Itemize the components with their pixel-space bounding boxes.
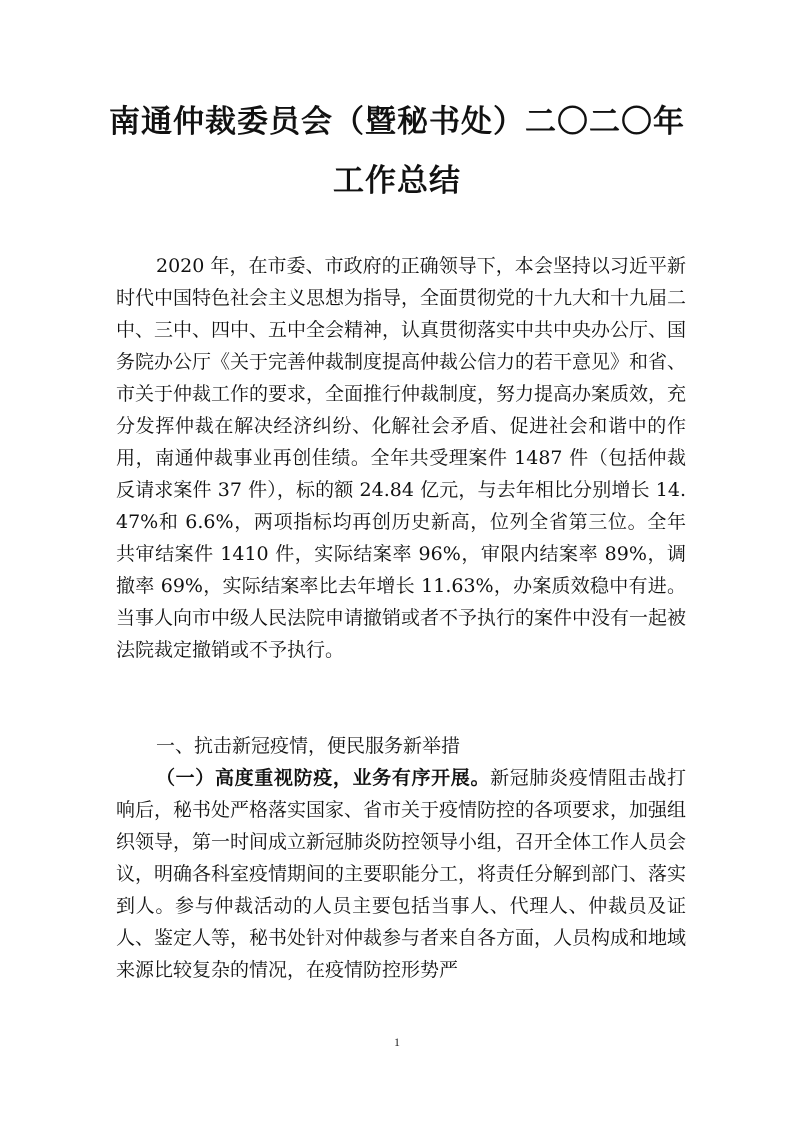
subsection-text: 新冠肺炎疫情阻击战打响后，秘书处严格落实国家、省市关于疫情防控的各项要求，加强组织领导，第一时间成立新冠肺炎防控领导小组，召开全体工作人员会议，明确各科室疫情期间的主要职能分工，将责任分解到部门、落实到人。参与仲裁活动的人员主要包括当事人、代理人、仲裁员及证人、鉴定人等，秘书处针对仲裁参与者来自各方面，人员构成和地域来源比较复杂的情况，在疫情防控形势严 bbox=[116, 767, 687, 981]
page-number: 1 bbox=[394, 1035, 400, 1049]
subsection-paragraph bbox=[116, 762, 686, 986]
document-subtitle: 工作总结 bbox=[333, 163, 461, 199]
intro-paragraph: 2020 年，在市委、市政府的正确领导下，本会坚持以习近平新时代中国特色社会主义思想为指导，全面贯彻党的十九大和十九届二中、三中、四中、五中全会精神，认真贯彻落实中共中央办公厅、国务院办公厅《关于完善仲裁制度提高仲裁公信力的若干意见》和省、市关于仲裁工作的要求，全面推行仲裁制度，努力提高办案质效，充分发挥仲裁在解决经济纠纷、化解社会矛盾、促进社会和谐中的作用，南通仲裁事业再创佳绩。全年共受理案件 1487 件（包括仲裁反请求案件 37 件），标的额 24.84 亿元，与去年相比分别增长 14.47%和 6.6%，两项指标均再创历史新高，位列全省第三位。全年共审结案件 1410 件，实际结案率 96%，审限内结案率 89%，调撤率 69%，实际结案率比去年增长 11.63%，办案质效稳中有进。当事人向市中级人民法院申请撤销或者不予执行的案件中没有一起被法院裁定撤销或不予执行。 bbox=[116, 255, 687, 661]
section-heading: 一、抗击新冠疫情，便民服务新举措 bbox=[156, 735, 461, 757]
subsection-lead: （一）高度重视防疫，业务有序开展。 bbox=[156, 767, 491, 789]
document-title: 南通仲裁委员会（暨秘书处）二〇二〇年 bbox=[109, 104, 685, 140]
